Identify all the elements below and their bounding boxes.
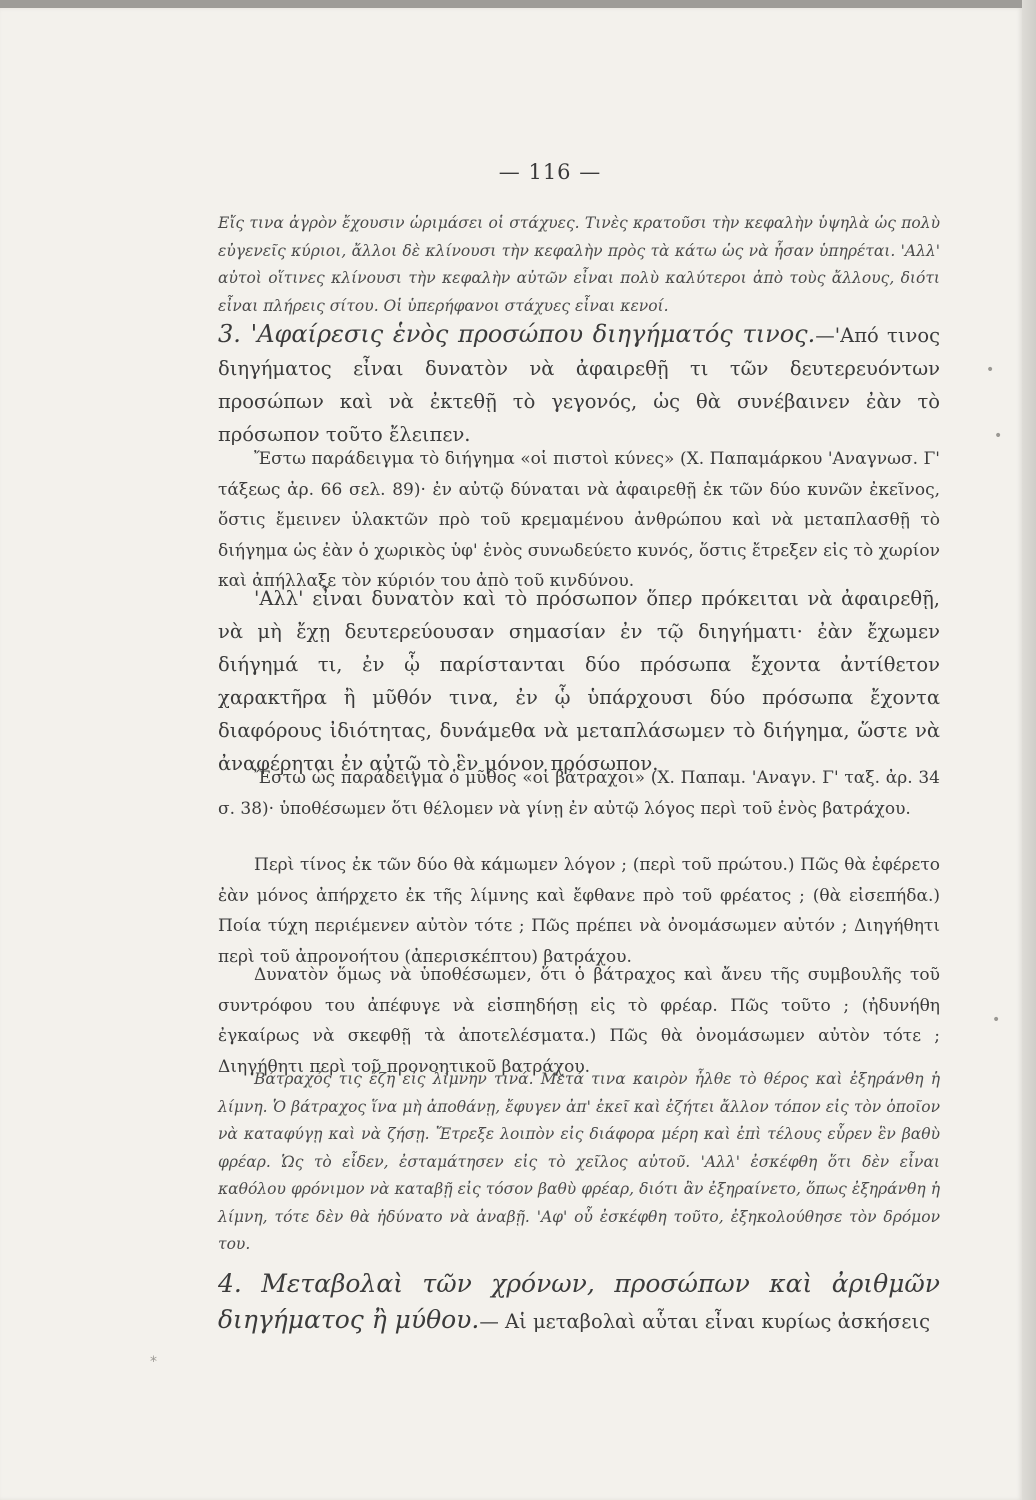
section-3-paragraph	[218, 318, 940, 451]
example-frogs: Ἔστω ὡς παράδειγμα ὁ μῦθος «οἱ βάτραχοι» (Χ. Παπαμ. 'Αναγν. Γ' ταξ. ἀρ. 34 σ. 38)· ὑποθέσωμεν ὅτι θέλομεν νὰ γίνῃ ἐν αὐτῷ λόγος περὶ τοῦ ἑνὸς βατράχου.	[218, 768, 940, 819]
page-number: — 116 —	[498, 160, 602, 184]
questions-paragraph: Περὶ τίνος ἐκ τῶν δύο θὰ κάμωμεν λόγον ; (περὶ τοῦ πρώτου.) Πῶς θὰ ἐφέρετο ἐὰν μόνος ἀπήρχετο ἐκ τῆς λίμνης καὶ ἔφθανε πρὸ τοῦ φρέατος ; (θὰ εἰσεπήδα.) Ποία τύχη περιέμενεν αὐτὸν τότε ; Πῶς πρέπει νὰ ὀνομάσωμεν αὐτόν ; Διηγήθητι περὶ τοῦ ἀπρονοήτου (ἀπερισκέπτου) βατράχου.	[218, 855, 940, 967]
scan-top-edge	[0, 0, 1036, 8]
page-right-edge	[1022, 0, 1036, 1500]
example-story-stalks: Εἴς τινα ἀγρὸν ἔχουσιν ὡριμάσει οἱ στάχυες. Τινὲς κρατοῦσι τὴν κεφαλὴν ὑψηλὰ ὡς πολὺ εὐγενεῖς κύριοι, ἄλλοι δὲ κλίνουσι τὴν κεφαλὴν πρὸς τὰ κάτω ὡς νὰ ἦσαν ὑπηρέται. 'Αλλ' αὐτοὶ οἵτινες κλίνουσι τὴν κεφαλὴν αὐτῶν εἶναι πολὺ καλύτεροι ἀπὸ τοὺς ἄλλους, διότι εἶναι πλήρεις σίτου. Οἱ ὑπερήφανοι στάχυες εἶναι κενοί.	[218, 214, 940, 315]
margin-mark: •	[986, 362, 995, 378]
section-4-text: — Αἱ μεταβολαὶ αὗται εἶναι κυρίως ἀσκήσεις	[479, 1310, 931, 1333]
example-faithful-dogs: Ἔστω παράδειγμα τὸ διήγημα «οἱ πιστοὶ κύνες» (Χ. Παπαμάρκου 'Αναγνωσ. Γ' τάξεως ἀρ. 66 σελ. 89)· ἐν αὐτῷ δύναται νὰ ἀφαιρεθῇ ἐκ τῶν δύο κυνῶν ἐκεῖνος, ὅστις ἔμεινεν ὑλακτῶν πρὸ τοῦ κρεμαμένου ἀνθρώπου καὶ νὰ μεταπλασθῇ τὸ διήγημα ὡς ἐὰν ὁ χωρικὸς ὑφ' ἑνὸς συνωδεύετο κυνός, ὅστις ἔτρεξεν εἰς τὸ χωρίον καὶ ἀπήλλαξε τὸν κύριόν του ἀπὸ τοῦ κινδύνου.	[218, 449, 940, 591]
section-3-heading: 3. 'Αφαίρεσις ἑνὸς προσώπου διηγήματός τινος.	[218, 320, 816, 348]
alternative-paragraph: Δυνατὸν ὅμως νὰ ὑποθέσωμεν, ὅτι ὁ βάτραχος καὶ ἄνευ τῆς συμβουλῆς τοῦ συντρόφου του ἀπέφυγε νὰ εἰσπηδήσῃ εἰς τὸ φρέαρ. Πῶς τοῦτο ; (ἠδυνήθη ἐγκαίρως νὰ σκεφθῇ τὰ ἀποτελέσματα.) Πῶς θὰ ὀνομάσωμεν αὐτὸν τότε ; Διηγήθητι περὶ τοῦ προνοητικοῦ βατράχου.	[218, 965, 940, 1077]
paragraph-main-character: 'Αλλ' εἶναι δυνατὸν καὶ τὸ πρόσωπον ὅπερ πρόκειται νὰ ἀφαιρεθῇ, νὰ μὴ ἔχῃ δευτερεύουσαν σημασίαν ἐν τῷ διηγήματι· ἐὰν ἔχωμεν διήγημά τι, ἐν ᾧ παρίστανται δύο πρόσωπα ἔχοντα ἀντίθετον χαρακτῆρα ἢ μῦθόν τινα, ἐν ᾧ ὑπάρχουσι δύο πρόσωπα ἔχοντα διαφόρους ἰδιότητας, δυνάμεθα νὰ μεταπλάσωμεν τὸ διήγημα, ὥστε νὰ ἀναφέρηται ἐν αὐτῷ τὸ ἓν μόνον πρόσωπον.	[218, 587, 940, 775]
margin-mark: •	[994, 428, 1003, 444]
margin-mark: •	[992, 1012, 1001, 1028]
section-3-text: —'Από τινος διηγήματος εἶναι δυνατὸν νὰ ἀφαιρεθῇ τι τῶν δευτερευόντων προσώπων καὶ νὰ ἐκτεθῇ τὸ γεγονός, ὡς θὰ συνέβαινεν ἐὰν τὸ πρόσωπον τοῦτο ἔλειπεν.	[218, 324, 940, 446]
margin-mark: *	[150, 1354, 157, 1370]
section-4-paragraph	[218, 1266, 940, 1338]
frog-story: Βάτραχός τις ἔζη εἰς λίμνην τινά. Μετά τινα καιρὸν ἦλθε τὸ θέρος καὶ ἐξηράνθη ἡ λίμνη. Ὁ βάτραχος ἵνα μὴ ἀποθάνῃ, ἔφυγεν ἀπ' ἐκεῖ καὶ ἐζήτει ἄλλον τόπον εἰς τὸν ὁποῖον νὰ καταφύγῃ καὶ νὰ ζήσῃ. Ἔτρεξε λοιπὸν εἰς διάφορα μέρη καὶ ἐπὶ τέλους εὗρεν ἓν βαθὺ φρέαρ. Ὡς τὸ εἶδεν, ἐσταμάτησεν εἰς τὸ χεῖλος αὐτοῦ. 'Αλλ' ἐσκέφθη ὅτι δὲν εἶναι καθόλου φρόνιμον νὰ καταβῇ εἰς τόσον βαθὺ φρέαρ, διότι ἂν ἐξηραίνετο, ὅπως ἐξηράνθη ἡ λίμνη, τότε δὲν θὰ ἠδύνατο νὰ ἀναβῇ. 'Αφ' οὗ ἐσκέφθη τοῦτο, ἐξηκολούθησε τὸν δρόμον του.	[218, 1070, 940, 1253]
section-4-heading: 4. Μεταβολαὶ τῶν χρόνων, προσώπων καὶ ἀριθμῶν διηγήματος ἢ μύθου.	[218, 1269, 940, 1334]
